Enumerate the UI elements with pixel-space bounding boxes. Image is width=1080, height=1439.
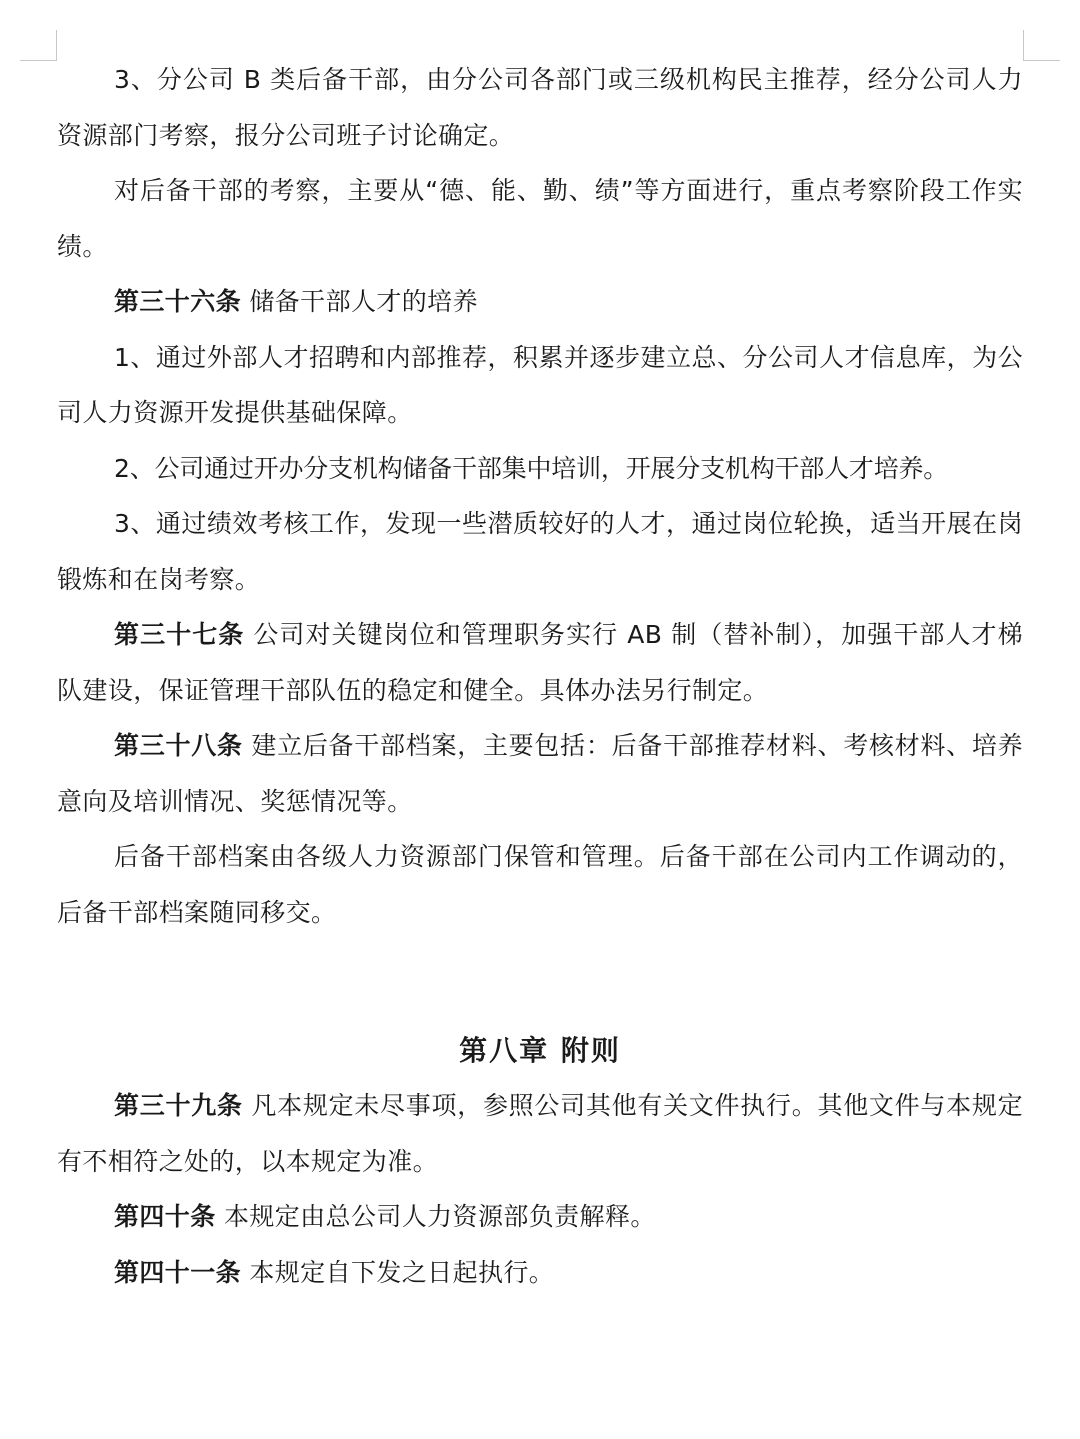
paragraph-text: 3、分公司 B 类后备干部，由分公司各部门或三级机构民主推荐，经分公司人力资源部门考察，报分公司班子讨论确定。	[57, 65, 1023, 150]
article-lead: 第三十七条	[114, 620, 245, 649]
document-page	[57, 52, 1023, 1300]
paragraph-archive-management	[57, 829, 1023, 940]
chapter-title: 第八章 附则	[459, 1034, 621, 1067]
paragraph-text: 储备干部人才的培养	[241, 287, 478, 316]
paragraph-text: 2、公司通过开办分支机构储备干部集中培训，开展分支机构干部人才培养。	[114, 453, 949, 483]
paragraph-centralized-training	[57, 441, 1023, 497]
paragraph-assessment	[57, 163, 1023, 274]
article-lead: 第四十一条	[114, 1257, 242, 1287]
article-37	[57, 607, 1023, 718]
paragraph-text: 3、通过绩效考核工作，发现一些潜质较好的人才，通过岗位轮换，适当开展在岗锻炼和在岗考察。	[57, 509, 1023, 594]
article-41	[57, 1245, 1023, 1301]
article-lead: 第三十六条	[114, 287, 242, 316]
paragraph-text: 本规定由总公司人力资源部负责解释。	[215, 1202, 656, 1231]
page-corner-mark-top-left	[20, 30, 57, 61]
paragraph-text: 凡本规定未尽事项，参照公司其他有关文件执行。其他文件与本规定有不相符之处的，以本规定为准。	[57, 1091, 1023, 1176]
article-40	[57, 1189, 1023, 1245]
paragraph-text: 对后备干部的考察，主要从“德、能、勤、绩”等方面进行，重点考察阶段工作实绩。	[57, 176, 1023, 261]
article-36	[57, 274, 1023, 330]
page-corner-mark-top-right	[1023, 30, 1060, 61]
paragraph-b-class-reserve-cadre	[57, 52, 1023, 163]
article-lead: 第四十条	[114, 1202, 216, 1231]
article-39	[57, 1078, 1023, 1189]
article-lead: 第三十九条	[114, 1091, 243, 1120]
article-38	[57, 718, 1023, 829]
article-lead: 第三十八条	[114, 731, 243, 760]
paragraph-performance-review	[57, 496, 1023, 607]
paragraph-text: 公司对关键岗位和管理职务实行 AB 制（替补制），加强干部人才梯队建设，保证管理干部队伍的稳定和健全。具体办法另行制定。	[57, 620, 1023, 705]
paragraph-text: 1、通过外部人才招聘和内部推荐，积累并逐步建立总、分公司人才信息库，为公司人力资源开发提供基础保障。	[57, 342, 1023, 427]
paragraph-text: 建立后备干部档案，主要包括：后备干部推荐材料、考核材料、培养意向及培训情况、奖惩情况等。	[57, 731, 1023, 816]
paragraph-talent-database	[57, 330, 1023, 441]
paragraph-text: 本规定自下发之日起执行。	[241, 1257, 555, 1287]
section-spacer	[57, 940, 1023, 1023]
paragraph-text: 后备干部档案由各级人力资源部门保管和管理。后备干部在公司内工作调动的，后备干部档案随同移交。	[57, 842, 1023, 927]
